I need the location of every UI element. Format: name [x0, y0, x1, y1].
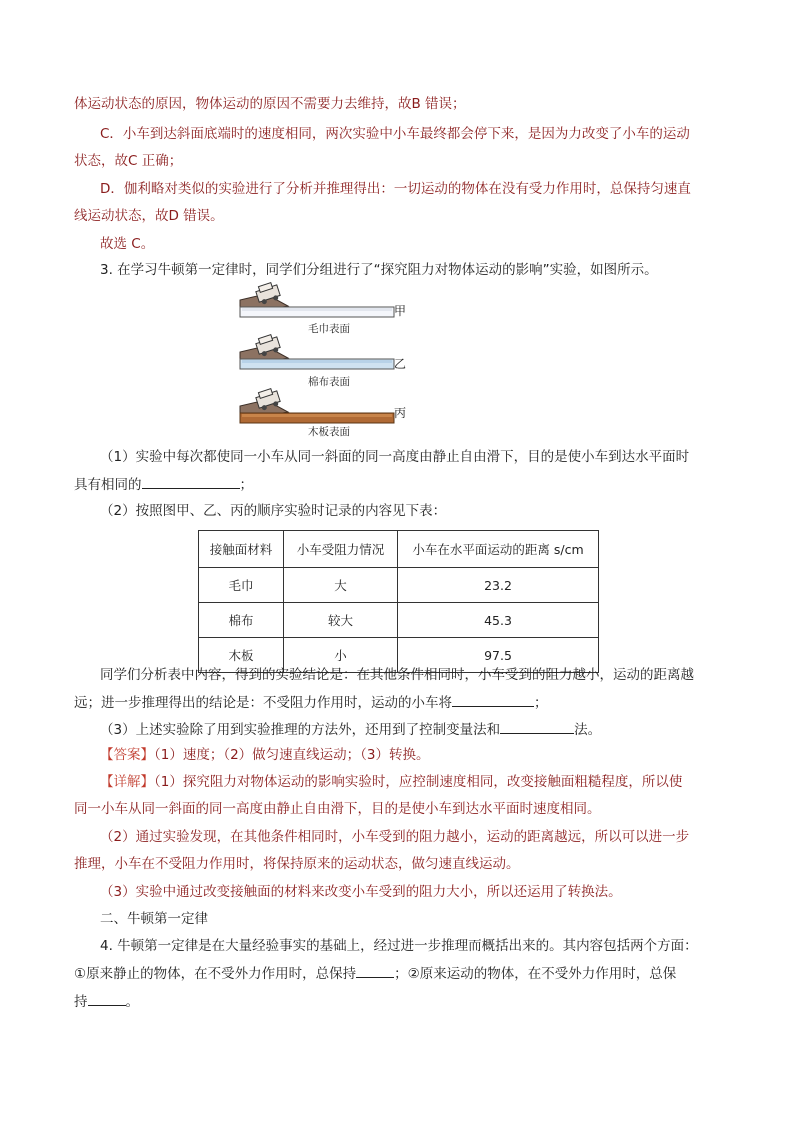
subquestion-1: （1）实验中每次都使同一小车从同一斜面的同一高度由静止自由滑下，目的是使小车到达水平面时	[100, 449, 690, 465]
text: ；	[239, 477, 253, 493]
cell-resistance: 较大	[284, 603, 398, 638]
text: ①原来静止的物体，在不受外力作用时，总保持	[74, 966, 357, 982]
detail-line-cont: 推理，小车在不受阻力作用时，将保持原来的运动状态，做匀速直线运动。	[74, 856, 520, 872]
answer-blank	[500, 719, 574, 734]
table-row	[199, 603, 599, 638]
text: ；	[534, 695, 548, 711]
text: （3）上述实验除了用到实验推理的方法外，还用到了控制变量法和	[100, 722, 501, 738]
text: ；②原来运动的物体，在不受外力作用时，总保	[394, 966, 677, 982]
section-heading: 二、牛顿第一定律	[100, 911, 208, 927]
table-header-row	[199, 531, 599, 568]
cell-distance: 97.5	[398, 638, 599, 673]
cell-resistance: 大	[284, 568, 398, 603]
label-bing: 丙	[394, 406, 407, 420]
caption-cotton: 棉布表面	[308, 376, 350, 388]
caption-wood: 木板表面	[308, 426, 350, 438]
cell-material: 毛巾	[199, 568, 284, 603]
label-jia: 甲	[394, 304, 407, 318]
cell-distance: 45.3	[398, 603, 599, 638]
answer-blank	[142, 474, 240, 489]
answer-text: （1）速度；（2）做匀速直线运动；（3）转换。	[154, 747, 430, 763]
question-3-stem: 3. 在学习牛顿第一定律时，同学们分组进行了“探究阻力对物体运动的影响”实验，如图所示。	[100, 262, 658, 278]
detail-tag: 【详解】	[100, 774, 154, 790]
conclusion-line: 同学们分析表中内容，得到的实验结论是：在其他条件相同时，小车受到的阻力越小，运动的距离越	[100, 667, 694, 683]
detail-line: （2）通过实验发现，在其他条件相同时，小车受到的阻力越小，运动的距离越远，所以可以进一步	[100, 829, 690, 845]
question-4-line-cont	[74, 991, 139, 1012]
option-d-line: D．伽利略对类似的实验进行了分析并推理得出：一切运动的物体在没有受力作用时，总保持匀速直	[100, 181, 691, 197]
caption-towel: 毛巾表面	[308, 323, 350, 335]
subquestion-1-cont	[74, 474, 253, 495]
detail-text: （1）探究阻力对物体运动的影响实验时，应控制速度相同，改变接触面粗糙程度，所以使	[154, 774, 683, 790]
header-distance: 小车在水平面运动的距离 s/cm	[398, 531, 599, 568]
data-table	[198, 530, 599, 673]
subquestion-2: （2）按照图甲、乙、丙的顺序实验时记录的内容见下表：	[100, 503, 447, 519]
header-material: 接触面材料	[199, 531, 284, 568]
detail-line: （3）实验中通过改变接触面的材料来改变小车受到的阻力大小，所以还运用了转换法。	[100, 884, 622, 900]
explanation-line: 体运动状态的原因，物体运动的原因不需要力去维持，故B 错误；	[74, 96, 466, 112]
option-c-line: C．小车到达斜面底端时的速度相同，两次实验中小车最终都会停下来，是因为力改变了小车的运动	[100, 126, 690, 142]
text: 。	[125, 994, 139, 1010]
detail-line-cont: 同一小车从同一斜面的同一高度由静止自由滑下，目的是使小车到达水平面时速度相同。	[74, 801, 601, 817]
conclusion-line-cont	[74, 692, 548, 713]
text: 远；进一步推理得出的结论是：不受阻力作用时，运动的小车将	[74, 695, 452, 711]
ramp-diagram	[236, 282, 416, 442]
answer-line	[100, 745, 430, 765]
option-d-line-cont: 线运动状态，故D 错误。	[74, 208, 224, 224]
option-c-line-cont: 状态，故C 正确；	[74, 153, 183, 169]
text: 持	[74, 994, 88, 1010]
header-resistance: 小车受阻力情况	[284, 531, 398, 568]
detail-line	[100, 772, 682, 792]
answer-blank	[452, 692, 534, 707]
subquestion-3	[100, 719, 601, 740]
choice-line: 故选 C。	[100, 236, 155, 252]
table-row	[199, 568, 599, 603]
text: 法。	[574, 722, 602, 738]
cell-material: 木板	[199, 638, 284, 673]
question-4-stem: 4. 牛顿第一定律是在大量经验事实的基础上，经过进一步推理而概括出来的。其内容包括两个方面：	[100, 938, 698, 954]
towel-setup	[240, 282, 394, 317]
wood-setup	[240, 387, 394, 423]
text: 具有相同的	[74, 477, 142, 493]
label-yi: 乙	[394, 357, 407, 371]
answer-blank	[356, 963, 394, 978]
answer-blank	[88, 991, 126, 1006]
answer-tag: 【答案】	[100, 747, 154, 763]
cell-distance: 23.2	[398, 568, 599, 603]
question-4-line	[74, 963, 676, 984]
cotton-setup	[240, 333, 394, 369]
cell-resistance: 小	[284, 638, 398, 673]
cell-material: 棉布	[199, 603, 284, 638]
